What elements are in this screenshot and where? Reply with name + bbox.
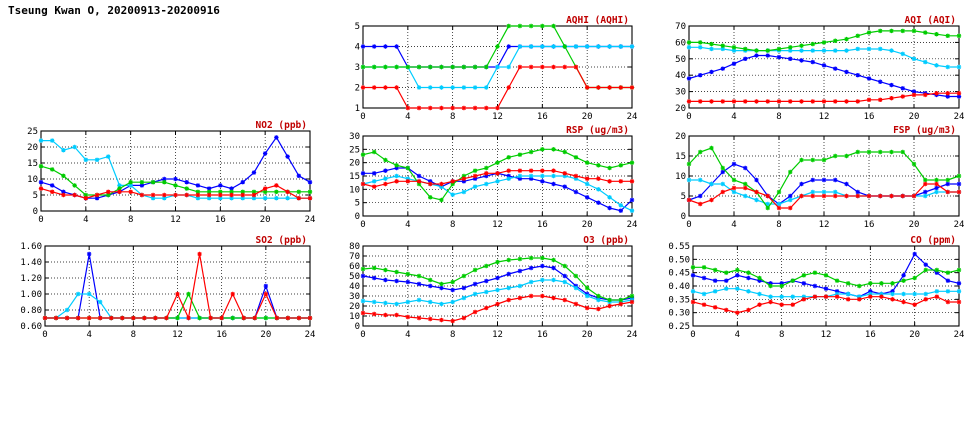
svg-text:15: 15 bbox=[27, 159, 38, 169]
svg-text:12: 12 bbox=[492, 220, 503, 230]
svg-text:8: 8 bbox=[127, 215, 134, 225]
svg-text:12: 12 bbox=[818, 112, 830, 122]
svg-text:16: 16 bbox=[536, 220, 548, 230]
svg-text:4: 4 bbox=[354, 42, 360, 53]
svg-text:0.55: 0.55 bbox=[668, 242, 690, 252]
svg-text:30: 30 bbox=[349, 132, 360, 142]
svg-text:0: 0 bbox=[38, 215, 44, 225]
svg-text:5: 5 bbox=[680, 192, 686, 202]
svg-text:0.45: 0.45 bbox=[668, 268, 690, 279]
svg-text:0.35: 0.35 bbox=[668, 295, 690, 306]
svg-text:40: 40 bbox=[675, 71, 686, 82]
svg-text:20: 20 bbox=[909, 330, 921, 340]
svg-text:24: 24 bbox=[626, 330, 638, 340]
svg-text:20: 20 bbox=[675, 104, 686, 114]
svg-text:24: 24 bbox=[953, 220, 965, 230]
svg-text:70: 70 bbox=[349, 252, 360, 262]
svg-text:30: 30 bbox=[349, 292, 360, 302]
svg-text:0.80: 0.80 bbox=[20, 306, 42, 316]
svg-text:8: 8 bbox=[776, 112, 782, 122]
svg-text:4: 4 bbox=[83, 215, 89, 225]
svg-text:FSP (ug/m3): FSP (ug/m3) bbox=[893, 125, 956, 136]
svg-text:16: 16 bbox=[863, 112, 875, 122]
svg-text:0.60: 0.60 bbox=[20, 322, 42, 332]
svg-text:16: 16 bbox=[216, 330, 228, 340]
svg-text:12: 12 bbox=[172, 330, 183, 340]
svg-text:24: 24 bbox=[953, 330, 965, 340]
svg-text:50: 50 bbox=[349, 272, 360, 282]
page-title: Tseung Kwan O, 20200913-20200916 bbox=[8, 4, 220, 17]
svg-text:80: 80 bbox=[349, 242, 360, 252]
chart-panel-aqi bbox=[655, 14, 965, 124]
svg-text:0.25: 0.25 bbox=[668, 322, 690, 332]
svg-text:15: 15 bbox=[349, 172, 360, 182]
svg-text:60: 60 bbox=[675, 38, 686, 49]
chart-panel-rsp bbox=[333, 124, 638, 232]
svg-text:12: 12 bbox=[820, 330, 832, 340]
svg-text:8: 8 bbox=[130, 330, 137, 340]
svg-text:1.00: 1.00 bbox=[20, 290, 42, 300]
svg-text:16: 16 bbox=[863, 220, 875, 230]
svg-text:20: 20 bbox=[349, 302, 360, 312]
chart-panel-o3 bbox=[333, 234, 638, 342]
svg-text:8: 8 bbox=[776, 220, 782, 230]
svg-text:24: 24 bbox=[626, 112, 638, 122]
svg-text:CO (ppm): CO (ppm) bbox=[910, 235, 956, 246]
chart-panel-so2 bbox=[11, 234, 316, 342]
svg-text:24: 24 bbox=[304, 330, 316, 340]
svg-text:20: 20 bbox=[349, 158, 360, 169]
svg-text:24: 24 bbox=[304, 215, 316, 225]
svg-text:NO2 (ppb): NO2 (ppb) bbox=[255, 120, 307, 131]
svg-text:20: 20 bbox=[908, 220, 920, 230]
svg-text:SO2 (ppb): SO2 (ppb) bbox=[255, 235, 307, 246]
svg-text:4: 4 bbox=[86, 330, 92, 340]
svg-text:4: 4 bbox=[405, 220, 411, 230]
svg-text:1.40: 1.40 bbox=[20, 258, 42, 268]
svg-text:0: 0 bbox=[42, 330, 48, 340]
svg-text:0.40: 0.40 bbox=[668, 282, 690, 292]
svg-text:10: 10 bbox=[349, 185, 360, 196]
svg-text:0: 0 bbox=[32, 207, 38, 217]
svg-text:0: 0 bbox=[354, 322, 360, 332]
chart-panel-fsp bbox=[655, 124, 965, 232]
svg-text:12: 12 bbox=[170, 215, 181, 225]
svg-text:3: 3 bbox=[354, 63, 360, 73]
svg-text:O3 (ppb): O3 (ppb) bbox=[583, 235, 629, 246]
svg-text:70: 70 bbox=[675, 22, 686, 32]
svg-text:16: 16 bbox=[536, 330, 548, 340]
svg-text:4: 4 bbox=[405, 330, 411, 340]
svg-text:40: 40 bbox=[349, 282, 360, 292]
svg-text:0: 0 bbox=[354, 212, 360, 222]
svg-text:8: 8 bbox=[449, 112, 456, 122]
svg-text:4: 4 bbox=[734, 330, 741, 340]
svg-text:25: 25 bbox=[349, 145, 360, 156]
svg-text:2: 2 bbox=[354, 83, 360, 94]
svg-text:5: 5 bbox=[32, 191, 38, 201]
svg-text:12: 12 bbox=[818, 220, 830, 230]
svg-text:16: 16 bbox=[214, 215, 226, 225]
svg-text:10: 10 bbox=[349, 312, 360, 322]
svg-text:4: 4 bbox=[731, 220, 737, 230]
svg-text:8: 8 bbox=[449, 330, 456, 340]
svg-text:0: 0 bbox=[686, 112, 692, 122]
svg-text:24: 24 bbox=[626, 220, 638, 230]
chart-panel-aqhi bbox=[333, 14, 638, 124]
svg-text:20: 20 bbox=[581, 330, 593, 340]
svg-text:20: 20 bbox=[27, 143, 38, 153]
svg-text:0: 0 bbox=[360, 220, 366, 230]
svg-text:1.60: 1.60 bbox=[20, 242, 42, 252]
svg-text:0: 0 bbox=[360, 112, 366, 122]
svg-text:0.30: 0.30 bbox=[668, 308, 690, 319]
chart-panel-no2 bbox=[11, 119, 316, 227]
svg-text:10: 10 bbox=[27, 175, 38, 185]
chart-panel-co bbox=[655, 234, 965, 342]
svg-text:20: 20 bbox=[260, 330, 272, 340]
svg-text:50: 50 bbox=[675, 54, 686, 65]
svg-text:20: 20 bbox=[581, 220, 593, 230]
svg-text:8: 8 bbox=[449, 220, 456, 230]
svg-text:25: 25 bbox=[27, 127, 38, 137]
svg-text:0.50: 0.50 bbox=[668, 255, 690, 266]
svg-text:24: 24 bbox=[953, 112, 965, 122]
svg-text:4: 4 bbox=[405, 112, 411, 122]
svg-text:5: 5 bbox=[354, 198, 360, 209]
svg-text:60: 60 bbox=[349, 262, 360, 272]
svg-text:0: 0 bbox=[360, 330, 366, 340]
svg-text:20: 20 bbox=[908, 112, 920, 122]
svg-text:20: 20 bbox=[675, 132, 686, 142]
svg-text:20: 20 bbox=[259, 215, 271, 225]
svg-text:AQHI (AQHI): AQHI (AQHI) bbox=[566, 15, 629, 26]
svg-text:0: 0 bbox=[686, 220, 692, 230]
svg-text:16: 16 bbox=[864, 330, 876, 340]
svg-text:15: 15 bbox=[675, 152, 686, 162]
svg-text:5: 5 bbox=[354, 22, 360, 32]
svg-text:4: 4 bbox=[731, 112, 737, 122]
svg-text:RSP (ug/m3): RSP (ug/m3) bbox=[566, 125, 629, 136]
svg-text:20: 20 bbox=[581, 112, 593, 122]
svg-text:1.20: 1.20 bbox=[20, 274, 42, 284]
svg-text:0: 0 bbox=[680, 212, 686, 222]
svg-text:10: 10 bbox=[675, 172, 686, 182]
svg-text:12: 12 bbox=[492, 330, 503, 340]
svg-text:16: 16 bbox=[536, 112, 548, 122]
svg-text:AQI (AQI): AQI (AQI) bbox=[904, 15, 956, 26]
svg-text:0: 0 bbox=[690, 330, 696, 340]
svg-text:30: 30 bbox=[675, 87, 686, 98]
svg-text:12: 12 bbox=[492, 112, 503, 122]
svg-text:1: 1 bbox=[354, 104, 360, 114]
svg-text:8: 8 bbox=[778, 330, 785, 340]
